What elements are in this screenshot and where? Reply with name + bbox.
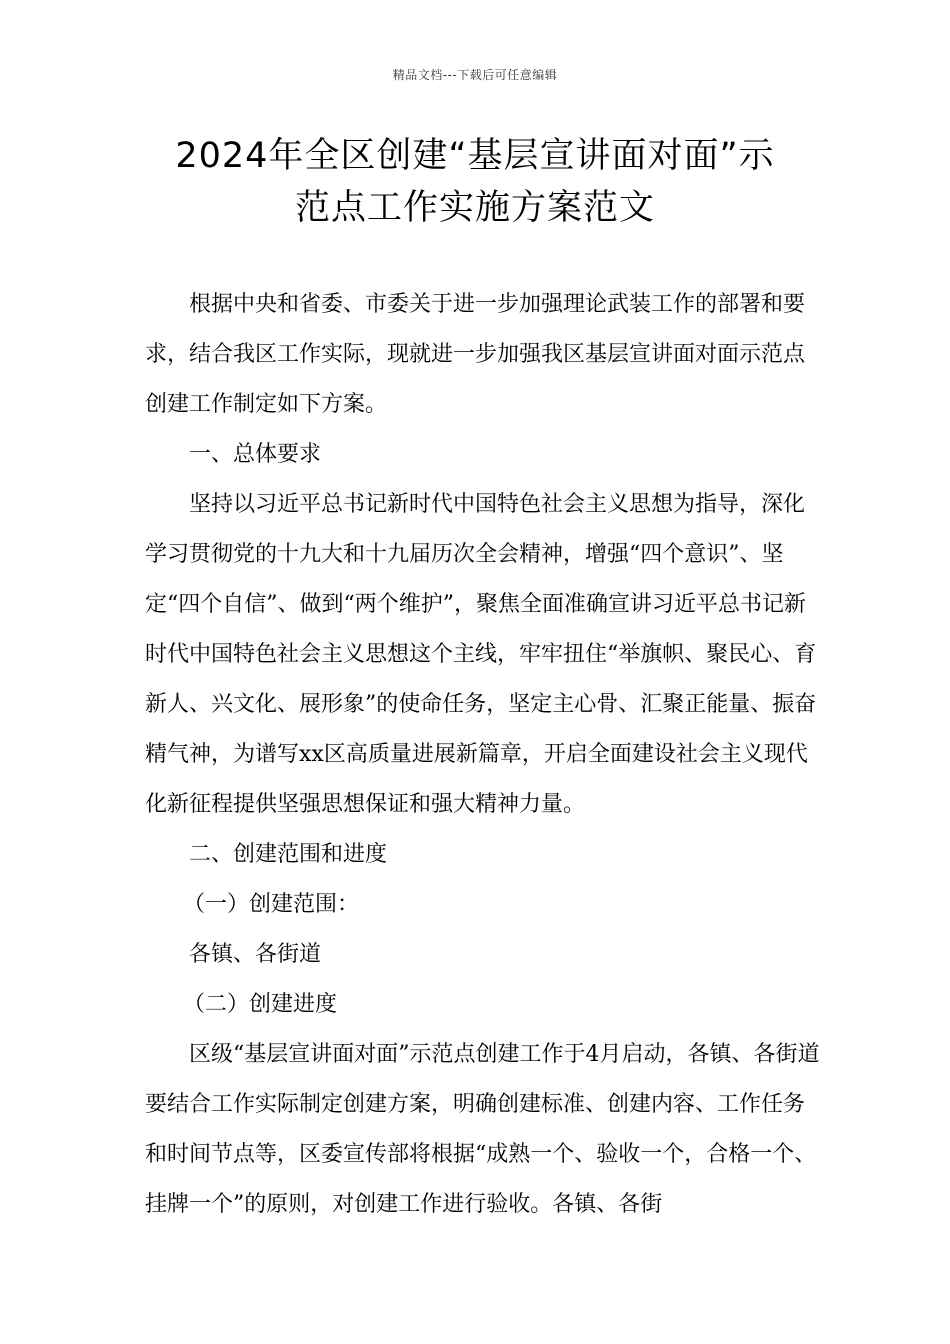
section-heading-scope-progress: 二、创建范围和进度 [189, 842, 388, 867]
title-line-2: 范点工作实施方案范文 [294, 188, 655, 228]
general-requirements-paragraph: 坚持以习近平总书记新时代中国特色社会主义思想为指导，深化学习贯彻党的十九大和十九届历次全会精神，增强“四个意识”、坚定“四个自信”、做到“两个维护”，聚焦全面准确宣讲习近平总书记新时代中国特色社会主义思想这个主线，牢牢扭住“举旗帜、聚民心、育新人、兴文化、展形象”的使命任务，坚定主心骨、汇聚正能量、振奋精气神，为谱写xx区高质量进展新篇章，开启全面建设社会主义现代化新征程提供坚强思想保证和强大精神力量。 [145, 492, 817, 817]
scope-paragraph: 各镇、各街道 [189, 942, 322, 967]
subheading-scope: （一）创建范围： [183, 892, 360, 917]
intro-paragraph: 根据中央和省委、市委关于进一步加强理论武装工作的部署和要求，结合我区工作实际，现就进一步加强我区基层宣讲面对面示范点创建工作制定如下方案。 [145, 292, 806, 417]
progress-paragraph: 区级“基层宣讲面对面”示范点创建工作于4月启动，各镇、各街道要结合工作实际制定创建方案，明确创建标准、创建内容、工作任务和时间节点等，区委宣传部将根据“成熟一个、验收一个，合格一个、挂牌一个”的原则，对创建工作进行验收。各镇、各街 [145, 1042, 820, 1217]
document-header-note: 精品文档---下载后可任意编辑 [392, 68, 558, 82]
document-title [110, 130, 840, 234]
title-line-1: 2024年全区创建“基层宣讲面对面”示 [175, 136, 775, 176]
subheading-progress: （二）创建进度 [183, 992, 338, 1017]
document-body [145, 280, 825, 1230]
section-heading-general-requirements: 一、总体要求 [189, 442, 322, 467]
